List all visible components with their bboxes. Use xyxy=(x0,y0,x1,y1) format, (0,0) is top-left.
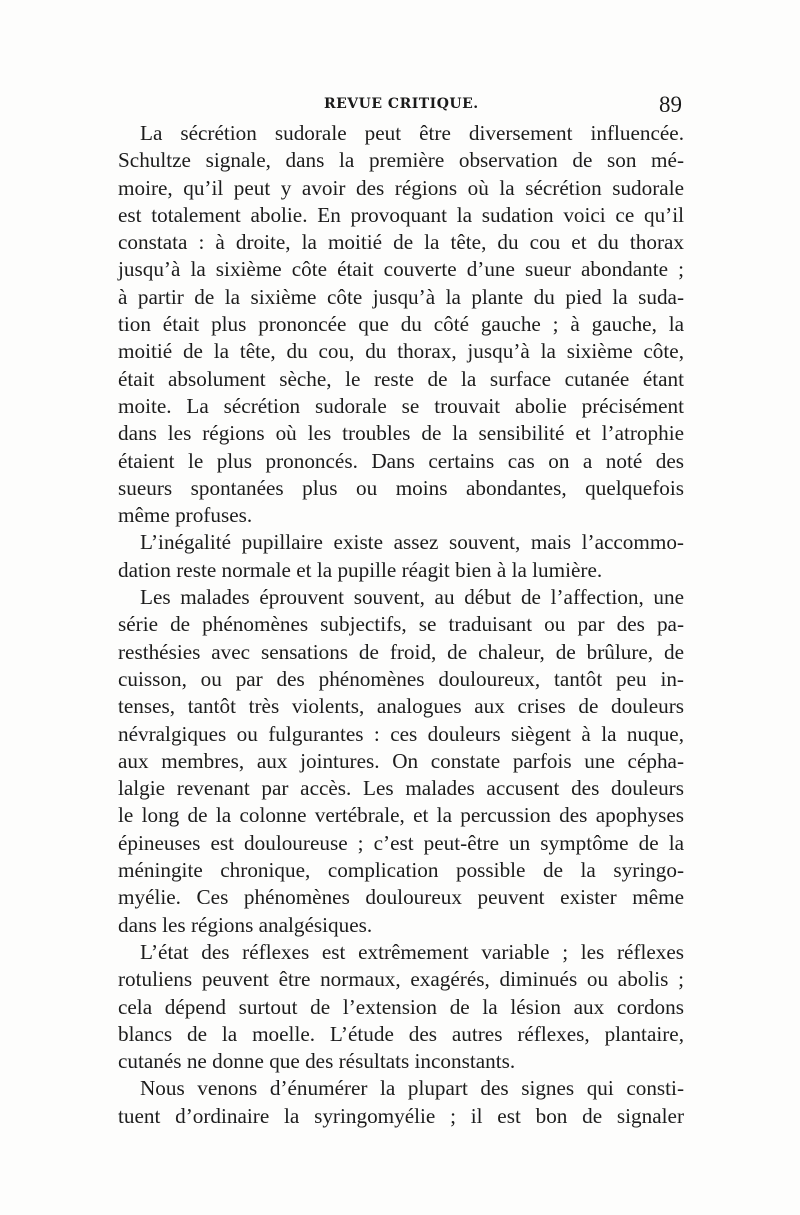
text-line: resthésies avec sensations de froid, de chaleur, de brûlure, de xyxy=(118,639,684,664)
text-line: Nous venons d’énumérer la plupart des signes qui consti- xyxy=(140,1076,684,1101)
text-line: lalgie revenant par accès. Les malades accusent des douleurs xyxy=(118,776,684,801)
text-line: épineuses est douloureuse ; c’est peut-être un symptôme de la xyxy=(118,830,684,855)
text-line: est totalement abolie. En provoquant la sudation voici ce qu’il xyxy=(118,202,684,227)
text-line: moite. La sécrétion sudorale se trouvait abolie précisément xyxy=(118,393,684,418)
page-header xyxy=(118,92,684,122)
text-line: névralgiques ou fulgurantes : ces douleurs siègent à la nuque, xyxy=(118,721,684,746)
text-line: tuent d’ordinaire la syringomyélie ; il est bon de signaler xyxy=(118,1103,684,1128)
text-line: aux membres, aux jointures. On constate parfois une cépha- xyxy=(118,748,684,773)
text-line: dans les régions analgésiques. xyxy=(118,912,373,937)
text-line: moire, qu’il peut y avoir des régions où la sécrétion sudorale xyxy=(118,175,684,200)
text-line: La sécrétion sudorale peut être diversement influencée. xyxy=(140,121,684,145)
text-line: était absolument sèche, le reste de la surface cutanée étant xyxy=(118,366,684,391)
paragraph-pupils xyxy=(118,529,684,584)
text-line: rotuliens peuvent être normaux, exagérés, diminués ou abolis ; xyxy=(118,967,684,992)
page-number: 89 xyxy=(659,92,682,117)
text-line: L’inégalité pupillaire existe assez souvent, mais l’accommo- xyxy=(140,530,684,555)
text-line: même profuses. xyxy=(118,503,253,528)
text-line: sueurs spontanées plus ou moins abondantes, quelquefois xyxy=(118,475,684,500)
text-line: constata : à droite, la moitié de la tête, du cou et du thorax xyxy=(118,230,684,255)
text-line: dans les régions où les troubles de la sensibilité et l’atrophie xyxy=(118,421,684,446)
text-line: étaient le plus prononcés. Dans certains cas on a noté des xyxy=(118,448,684,473)
text-line: tenses, tantôt très violents, analogues aux crises de douleurs xyxy=(118,694,684,719)
body-text xyxy=(118,120,684,1130)
paragraph-sweating xyxy=(118,120,684,529)
paragraph-subjective-phenomena xyxy=(118,584,684,939)
text-line: Les malades éprouvent souvent, au début de l’affection, une xyxy=(140,585,684,610)
text-line: à partir de la sixième côte jusqu’à la plante du pied la suda- xyxy=(118,284,684,309)
text-line: L’état des réflexes est extrêmement variable ; les réflexes xyxy=(140,939,684,964)
text-line: méningite chronique, complication possible de la syringo- xyxy=(118,858,684,883)
text-line: cuisson, ou par des phénomènes douloureux, tantôt peu in- xyxy=(118,666,684,691)
text-line: myélie. Ces phénomènes douloureux peuvent exister même xyxy=(118,885,684,910)
text-line: blancs de la moelle. L’étude des autres réflexes, plantaire, xyxy=(118,1021,684,1046)
paragraph-reflexes xyxy=(118,939,684,1075)
text-line: série de phénomènes subjectifs, se traduisant ou par des pa- xyxy=(118,612,684,637)
text-line: cutanés ne donne que des résultats inconstants. xyxy=(118,1049,516,1074)
text-line: jusqu’à la sixième côte était couverte d’une sueur abondante ; xyxy=(118,257,684,282)
paragraph-signs xyxy=(118,1075,684,1130)
text-line: cela dépend surtout de l’extension de la lésion aux cordons xyxy=(118,994,684,1019)
text-line: le long de la colonne vertébrale, et la percussion des apophyses xyxy=(118,803,684,828)
running-title: REVUE CRITIQUE. xyxy=(324,96,479,112)
text-line: tion était plus prononcée que du côté gauche ; à gauche, la xyxy=(118,312,684,337)
text-line: dation reste normale et la pupille réagit bien à la lumière. xyxy=(118,557,603,582)
text-line: Schultze signale, dans la première observation de son mé- xyxy=(118,148,684,173)
text-line: moitié de la tête, du cou, du thorax, jusqu’à la sixième côte, xyxy=(118,339,684,364)
